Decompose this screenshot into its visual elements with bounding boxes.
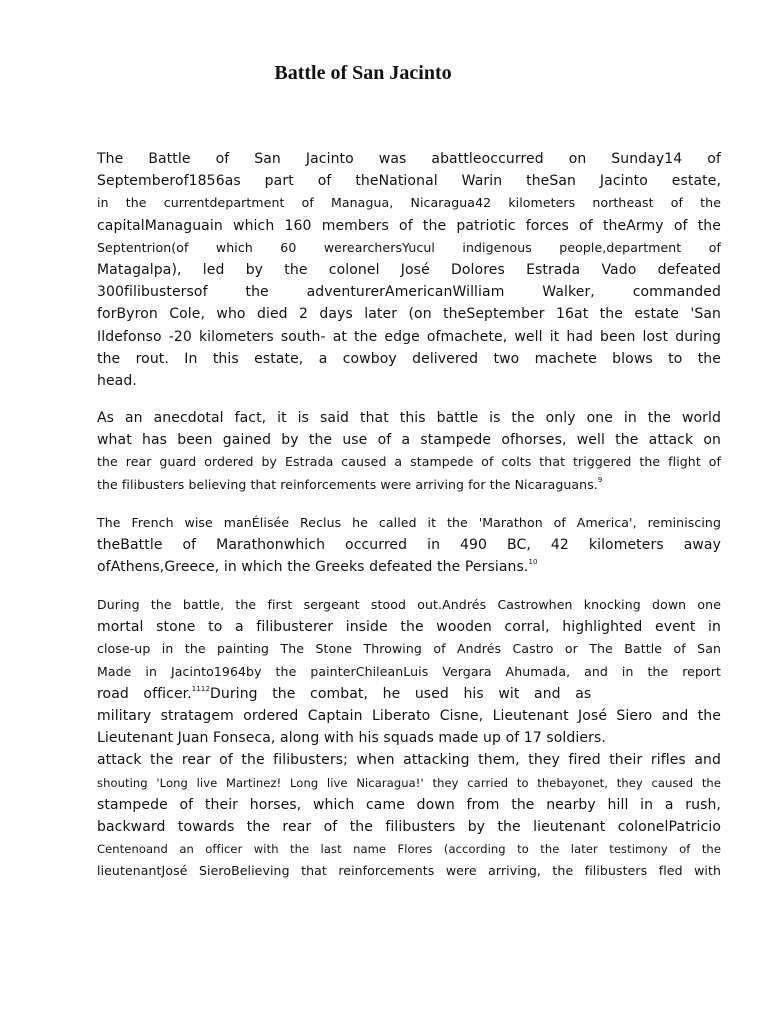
text-line	[97, 474, 721, 496]
document-title: Battle of San Jacinto	[274, 62, 452, 84]
text-line: stampede of their horses, which came down from the nearby hill in a rush,	[97, 796, 721, 813]
text-line: forByron Cole, who died 2 days later (on theSeptember 16at the estate 'San	[97, 306, 721, 323]
text-line: Septentrion(of which 60 werearchersYucul indigenous people,department of	[97, 239, 721, 255]
text-line: Matagalpa), led by the colonel José Dolores Estrada Vado defeated	[97, 261, 721, 278]
text-line-content: road officer.	[97, 685, 192, 702]
text-line: shouting 'Long live Martinez! Long live Nicaragua!' they carried to thebayonet, they caused the	[97, 775, 721, 790]
footnote-marker: 10	[528, 558, 538, 567]
text-line: in the currentdepartment of Managua, Nicaragua42 kilometers northeast of the	[97, 195, 721, 211]
text-line: the rout. In this estate, a cowboy delivered two machete blows to the	[97, 350, 721, 367]
text-line-content: the filibusters believing that reinforcements were arriving for the Nicaraguans.	[97, 476, 598, 492]
text-line: The Battle of San Jacinto was abattleoccurred on Sunday14 of	[97, 151, 721, 167]
text-line: what has been gained by the use of a stampede ofhorses, well the attack on	[97, 432, 721, 449]
text-line: Ildefonso -20 kilometers south- at the edge ofmachete, well it had been lost during	[97, 328, 721, 345]
text-line: The French wise manÉlisée Reclus he called it the 'Marathon of America', reminiscing	[97, 515, 721, 530]
text-line: As an anecdotal fact, it is said that this battle is the only one in the world	[97, 410, 721, 426]
text-line: military stratagem ordered Captain Liberato Cisne, Lieutenant José Siero and the	[97, 707, 721, 724]
paragraph-4	[97, 594, 721, 882]
text-line: close-up in the painting The Stone Throwing of Andrés Castro or The Battle of San	[97, 641, 721, 657]
footnote-marker: 9	[597, 475, 603, 484]
text-line: head.	[97, 372, 137, 389]
paragraph-2	[97, 407, 721, 496]
text-line: lieutenantJosé SieroBelieving that reinforcements were arriving, the filibusters fled with	[97, 863, 721, 879]
footnote-marker: 1112	[191, 684, 210, 693]
text-line: the rear guard ordered by Estrada caused a stampede of colts that triggered the flight of	[97, 454, 721, 470]
text-line-content: ofAthens,Greece, in which the Greeks defeated the Persians.	[97, 559, 529, 576]
text-line: backward towards the rear of the filibusters by the lieutenant colonelPatricio	[97, 818, 721, 835]
text-line: Made in Jacinto1964by the painterChileanLuis Vergara Ahumada, and in the report	[97, 663, 721, 679]
text-line: mortal stone to a filibusterer inside the wooden corral, highlighted event in	[97, 619, 721, 636]
text-line: Septemberof1856as part of theNational Warin theSan Jacinto estate,	[97, 173, 721, 190]
text-line: Lieutenant Juan Fonseca, along with his squads made up of 17 soldiers.	[97, 730, 606, 747]
text-line: 300filibustersof the adventurerAmericanWilliam Walker, commanded	[97, 284, 721, 301]
text-line: During the battle, the first sergeant stood out.Andrés Castrowhen knocking down one	[97, 597, 721, 612]
paragraph-1	[97, 148, 721, 392]
text-line: Centenoand an officer with the last name Flores (according to the later testimony of the	[97, 842, 721, 857]
text-line	[97, 683, 721, 705]
text-line	[97, 556, 721, 578]
text-line: capitalManaguain which 160 members of the patriotic forces of theArmy of the	[97, 217, 721, 234]
text-line: attack the rear of the filibusters; when attacking them, they fired their rifles and	[97, 752, 721, 769]
text-line-content: During the combat, he used his wit and as	[210, 685, 592, 702]
text-line: theBattle of Marathonwhich occurred in 490 BC, 42 kilometers away	[97, 537, 721, 554]
paragraph-3	[97, 512, 721, 579]
